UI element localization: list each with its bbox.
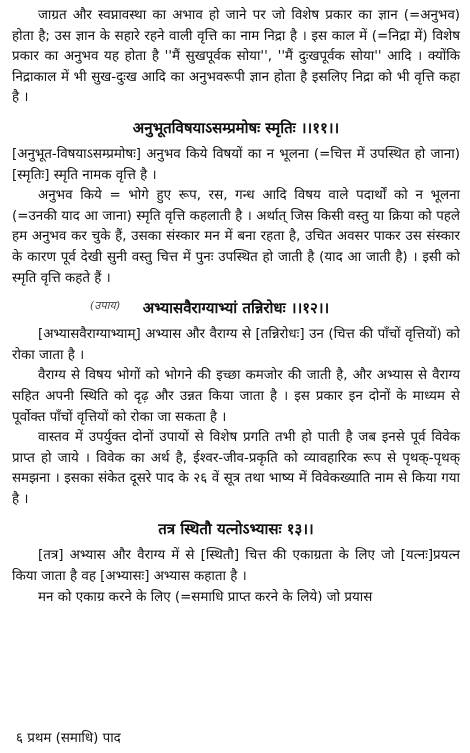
sutra-12-heading: अभ्यासवैराग्याभ्यां तन्निरोधः ।।१२।। <box>142 299 330 318</box>
paragraph-sutra12-explanation: वैराग्य से विषय भोगों को भोगने की इच्छा कमजोर की जाती है, और अभ्यास से वैराग्य सहित अपनी स्थिति को दृढ़ और उन्नत किया जाता है । इस प्रकार इन दोनों के माध्यम से पूर्वोक्त पाँचों वृत्तियों को रोका जा सकता है । <box>12 368 460 425</box>
sutra-12-block <box>12 297 460 319</box>
handwritten-margin-note: (उपाय) <box>90 299 121 313</box>
paragraph-sutra11-translation: [अनुभूत-विषयाऽसम्प्रमोषः] अनुभव किये विषयों का न भूलना (=चित्त में उपस्थित हो जाना) [स्मृतिः] स्मृति नामक वृत्ति है । <box>12 146 460 183</box>
paragraph-sutra12-translation: [अभ्यासवैराग्याभ्याम्] अभ्यास और वैराग्य से [तन्निरोधः] उन (चित्त की पाँचों वृत्तियों) को रोका जाता है । <box>12 327 460 363</box>
sutra-11-heading: अनुभूतविषयाऽसम्प्रमोषः स्मृतिः ।।११।। <box>132 118 340 137</box>
paragraph-sutra12-viveka: वास्तव में उपर्युक्त दोनों उपायों से विशेष प्रगति तभी हो पाती है जब इनसे पूर्व विवेक प्राप्त हो जाये । विवेक का अर्थ है, ईश्वर-जीव-प्रकृति को व्यावहारिक रूप से पृथक्-पृथक् समझना । इसका संकेत दूसरे पाद के २६ वें सूत्र तथा भाष्य में विवेकख्याति नाम से किया गया है । <box>12 430 460 507</box>
paragraph-sutra13-explanation: मन को एकाग्र करने के लिए (=समाधि प्राप्त करने के लिये) जो प्रयास <box>38 589 373 605</box>
paragraph-sutra13-translation: [तत्र] अभ्यास और वैराग्य में से [स्थितौ] चित्त की एकाग्रता के लिए जो [यत्नः]प्रयत्न किया जाता है वह [अभ्यासः] अभ्यास कहाता है । <box>12 548 460 585</box>
page-footer: ६ प्रथम (समाधि) पाद <box>16 731 121 746</box>
sutra-13-heading: तत्र स्थितौ यत्नोऽभ्यासः १३।। <box>158 520 314 539</box>
paragraph-sutra11-explanation: अनुभव किये = भोगे हुए रूप, रस, गन्ध आदि विषय वाले पदार्थों को न भूलना (=उनकी याद आ जाना) स्मृति वृत्ति कहलाती है । अर्थात् जिस किसी वस्तु या क्रिया को पहले हम अनुभव कर चुके हैं, उसका संस्कार मन में बना रहता है, उचित अवसर पाकर उस संस्कार के कारण पूर्व देखी सुनी वस्तु चित्त में पुनः उपस्थित हो जाती है (याद आ जाती है) । इसी को स्मृति वृत्ति कहते हैं । <box>12 188 460 286</box>
paragraph-nidra: जाग्रत और स्वप्नावस्था का अभाव हो जाने पर जो विशेष प्रकार का ज्ञान (=अनुभव) होता है; उस ज्ञान के सहारे रहने वाली वृत्ति का नाम निद्रा है । इस काल में (=निद्रा में) विशेष प्रकार का अनुभव यह होता है ''मैं सुखपूर्वक सोया'', ''मैं दुःखपूर्वक सोया'' आदि । क्योंकि निद्राकाल में भी सुख-दुःख आदि का अनुभवरूपी ज्ञान होता है इसलिए निद्रा को भी वृत्ति कहा है । <box>12 8 460 106</box>
